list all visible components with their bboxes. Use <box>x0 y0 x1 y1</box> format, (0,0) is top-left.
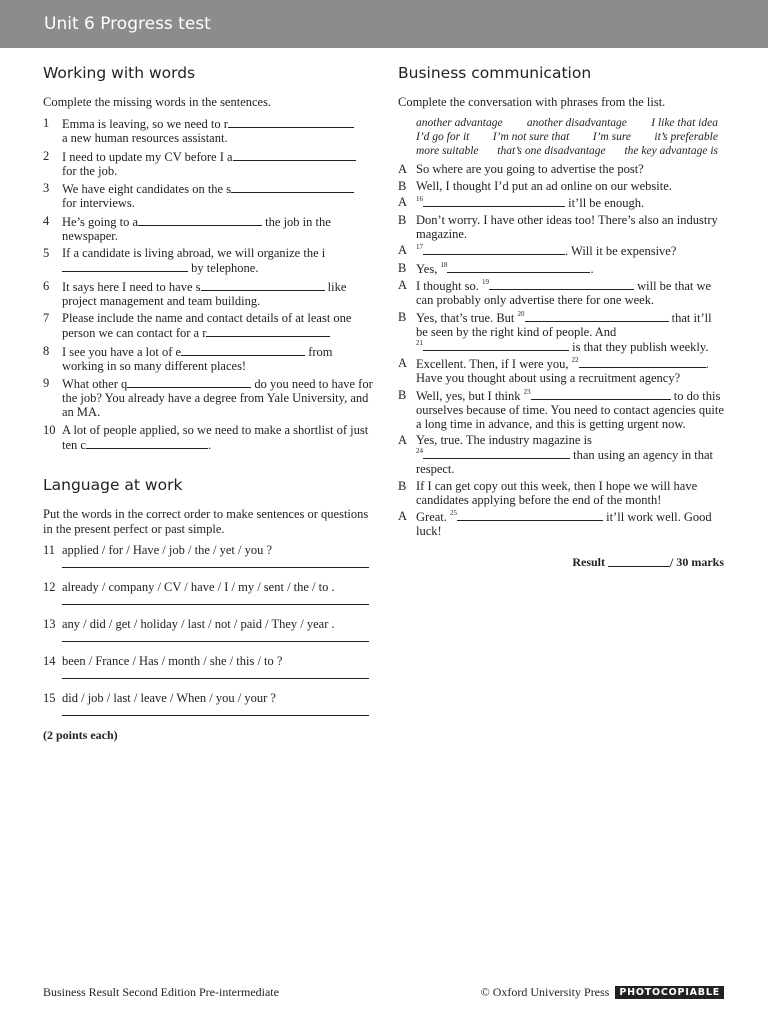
conversation-line: B If I can get copy out this week, then I hope we will have candidates applying before the end of the month! <box>398 478 698 507</box>
answer-blank[interactable] <box>86 437 208 449</box>
section-heading-language-at-work: Language at work <box>43 475 183 494</box>
answer-blank[interactable] <box>181 344 305 356</box>
page-header <box>0 0 768 48</box>
answer-blank[interactable] <box>201 279 325 291</box>
conversation-line: A Yes, true. The industry magazine is $^{24}$ than using an agency in that respect. <box>398 433 714 476</box>
conversation-line: B Well, yes, but I think $^{23}$ to do this ourselves because of time. You need to contact agencies quite a long time in advance, and this is getting urgent now. <box>398 387 724 431</box>
answer-blank[interactable] <box>457 509 603 521</box>
conversation-line: B Well, I thought I’d put an ad online on our website. <box>398 178 672 193</box>
reorder-item: 14 been / France / Has / month / she / this / to ? <box>43 654 373 679</box>
phrase: that’s one disadvantage <box>497 145 606 157</box>
answer-line[interactable] <box>62 566 369 568</box>
conversation-line: A $^{17}$ . Will it be expensive? <box>398 243 677 258</box>
result-blank[interactable] <box>608 566 670 567</box>
reorder-list <box>43 543 373 716</box>
answer-blank[interactable] <box>233 149 356 161</box>
answer-blank[interactable] <box>525 310 669 322</box>
question-item: 8 I see you have a lot of e from working in so many different places! <box>43 343 333 373</box>
conversation-line: A I thought so. $^{19}$ will be that we can probably only advertise there for one week. <box>398 278 712 307</box>
question-item: 1 Emma is leaving, so we need to r a new human resources assistant. <box>43 116 373 145</box>
question-item: 10 A lot of people applied, so we need to make a shortlist of just ten c . <box>43 422 369 452</box>
points-note: (2 points each) <box>43 727 118 742</box>
answer-line[interactable] <box>62 640 369 642</box>
question-item: 6 It says here I need to have s like project management and team building. <box>43 278 347 308</box>
section-heading-business-communication: Business communication <box>398 64 592 82</box>
photocopiable-badge: PHOTOCOPIABLE <box>615 986 724 999</box>
phrase: another disadvantage <box>526 117 627 129</box>
answer-blank[interactable] <box>423 447 570 459</box>
conversation <box>398 162 724 538</box>
question-item: 5 If a candidate is living abroad, we will organize the i by telephone. <box>43 246 326 275</box>
result-score: Result / 30 marks <box>572 555 724 569</box>
conversation-line: B Yes, that’s true. But $^{20}$ that it’ll be seen by the right kind of people. And $^{21}$ is that they publish weekly. <box>398 309 712 354</box>
page-title: Unit 6 Progress test <box>44 14 211 34</box>
conversation-line: A So where are you going to advertise the post? <box>398 162 644 176</box>
reorder-item: 12 already / company / CV / have / I / my / sent / the / to . <box>43 580 373 605</box>
answer-blank[interactable] <box>138 214 262 226</box>
phrase: I like that idea <box>651 117 718 129</box>
question-item: 2 I need to update my CV before I a for the job. <box>43 149 373 178</box>
question-list <box>43 116 373 452</box>
answer-blank[interactable] <box>579 356 706 368</box>
answer-blank[interactable] <box>531 388 671 400</box>
question-item: 9 What other q do you need to have for the job? You already have a degree from Yale University, and an MA. <box>43 376 373 419</box>
footer-copyright: © Oxford University Press PHOTOCOPIABLE <box>481 985 724 1000</box>
answer-blank[interactable] <box>206 325 330 337</box>
section-instruction: Complete the missing words in the sentences. <box>43 95 272 109</box>
footer-book-title: Business Result Second Edition Pre-intermediate <box>43 985 279 999</box>
reorder-item: 11 applied / for / Have / job / the / yet / you ? <box>43 543 373 568</box>
phrase: more suitable <box>416 145 479 157</box>
phrase: I’m not sure that <box>492 131 570 143</box>
question-item: 3 We have eight candidates on the s for interviews. <box>43 181 373 210</box>
phrase: I’d go for it <box>416 131 470 143</box>
answer-blank[interactable] <box>489 278 634 290</box>
phrase: I’m sure <box>592 131 631 143</box>
conversation-line: B Yes, $^{18}$ . <box>398 260 594 276</box>
answer-line[interactable] <box>62 714 369 716</box>
section-instruction: Put the words in the correct order to make sentences or questions in the present perfect or past simple. <box>43 506 369 536</box>
section-instruction: Complete the conversation with phrases from the list. <box>398 95 666 109</box>
answer-line[interactable] <box>62 677 369 679</box>
reorder-item: 13 any / did / get / holiday / last / not / paid / They / year . <box>43 617 373 642</box>
conversation-line: A Great. $^{25}$ it’ll work well. Good luck! <box>398 509 712 538</box>
question-item: 7 Please include the name and contact details of at least one person we can contact for a r <box>43 311 352 340</box>
phrase: it’s preferable <box>654 131 718 143</box>
phrase: the key advantage is <box>624 145 718 157</box>
answer-blank[interactable] <box>423 339 569 351</box>
left-column <box>43 64 373 743</box>
phrase: another advantage <box>416 117 503 129</box>
right-column <box>398 64 724 570</box>
answer-blank[interactable] <box>231 181 354 193</box>
answer-blank[interactable] <box>423 243 565 255</box>
answer-blank[interactable] <box>423 195 565 207</box>
answer-line[interactable] <box>62 603 369 605</box>
section-heading-working-with-words: Working with words <box>43 64 196 82</box>
conversation-line: A Excellent. Then, if I were you, $^{22}$ . Have you thought about using a recruitment agency? <box>398 356 709 385</box>
answer-blank[interactable] <box>447 261 590 273</box>
answer-blank[interactable] <box>62 260 188 272</box>
answer-blank[interactable] <box>127 376 251 388</box>
phrase-list <box>416 116 724 158</box>
question-item: 4 He’s going to a the job in the newspaper. <box>43 213 331 243</box>
answer-blank[interactable] <box>228 116 354 128</box>
reorder-item: 15 did / job / last / leave / When / you / your ? <box>43 691 373 716</box>
conversation-line: B Don’t worry. I have other ideas too! There’s also an industry magazine. <box>398 212 718 241</box>
conversation-line: A $^{16}$ it’ll be enough. <box>398 195 645 210</box>
